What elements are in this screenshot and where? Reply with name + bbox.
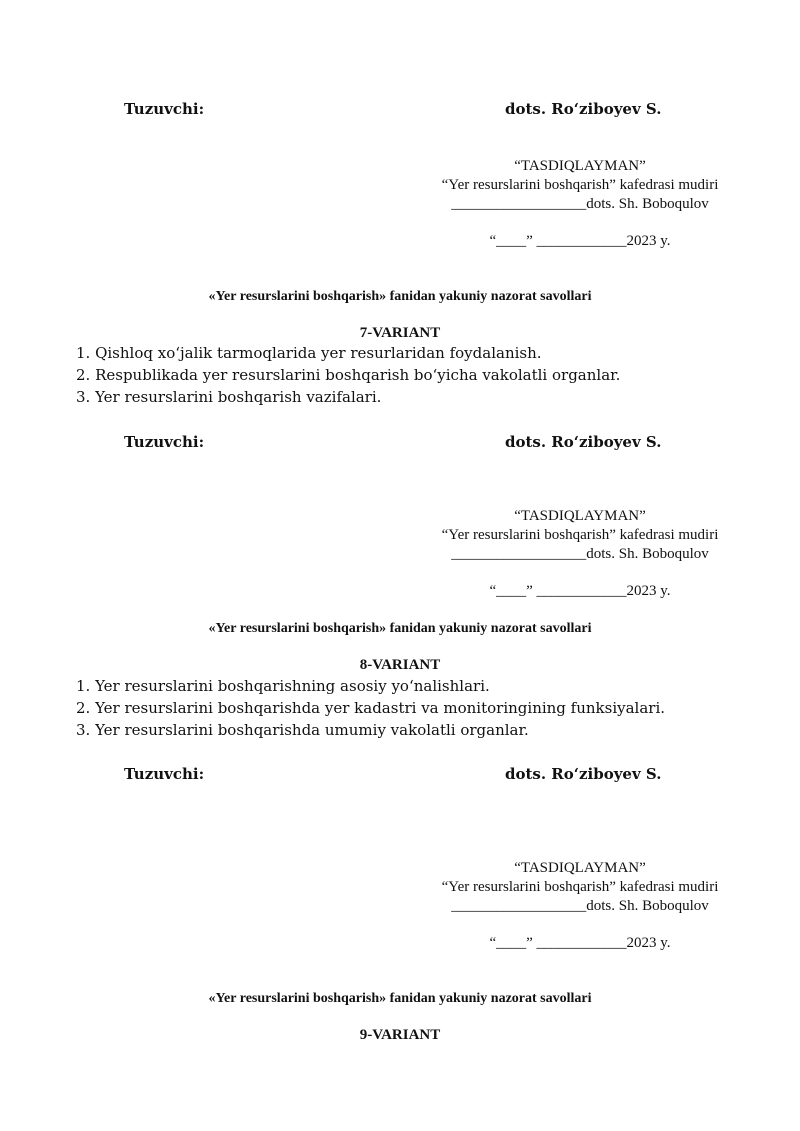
approval-signature-line: __________________dots. Sh. Boboqulov: [451, 546, 709, 562]
question-item: 2. Yer resurslarini boshqarishda yer kadastri va monitoringining funksiyalari.: [76, 699, 666, 717]
approval-title: “TASDIQLAYMAN”: [514, 860, 646, 876]
question-item: 2. Respublikada yer resurslarini boshqarish bo‘yicha vakolatli organlar.: [76, 366, 621, 384]
exam-heading: «Yer resurslarini boshqarish» fanidan yakuniy nazorat savollari: [208, 621, 592, 636]
variant-title: 9-VARIANT: [359, 1027, 441, 1043]
approval-department: “Yer resurslarini boshqarish” kafedrasi mudiri: [441, 527, 719, 543]
approval-date-line: “____” ____________2023 y.: [489, 583, 671, 599]
exam-heading: «Yer resurslarini boshqarish» fanidan yakuniy nazorat savollari: [208, 289, 592, 304]
question-item: 3. Yer resurslarini boshqarishda umumiy vakolatli organlar.: [76, 721, 529, 739]
variant-title: 8-VARIANT: [359, 657, 441, 673]
question-item: 1. Qishloq xo‘jalik tarmoqlarida yer resurlaridan foydalanish.: [76, 344, 542, 362]
approval-department: “Yer resurslarini boshqarish” kafedrasi mudiri: [441, 879, 719, 895]
approval-title: “TASDIQLAYMAN”: [514, 508, 646, 524]
approval-title: “TASDIQLAYMAN”: [514, 158, 646, 174]
question-item: 3. Yer resurslarini boshqarish vazifalari.: [76, 388, 382, 406]
question-item: 1. Yer resurslarini boshqarishning asosiy yo‘nalishlari.: [76, 677, 490, 695]
compiler-name: dots. Ro‘ziboyev S.: [505, 100, 662, 118]
compiler-label: Tuzuvchi:: [124, 100, 205, 118]
approval-signature-line: __________________dots. Sh. Boboqulov: [451, 898, 709, 914]
exam-heading: «Yer resurslarini boshqarish» fanidan yakuniy nazorat savollari: [208, 991, 592, 1006]
compiler-name: dots. Ro‘ziboyev S.: [505, 765, 662, 783]
approval-date-line: “____” ____________2023 y.: [489, 233, 671, 249]
compiler-label: Tuzuvchi:: [124, 433, 205, 451]
variant-title: 7-VARIANT: [359, 325, 441, 341]
approval-date-line: “____” ____________2023 y.: [489, 935, 671, 951]
approval-department: “Yer resurslarini boshqarish” kafedrasi mudiri: [441, 177, 719, 193]
compiler-label: Tuzuvchi:: [124, 765, 205, 783]
approval-signature-line: __________________dots. Sh. Boboqulov: [451, 196, 709, 212]
compiler-name: dots. Ro‘ziboyev S.: [505, 433, 662, 451]
